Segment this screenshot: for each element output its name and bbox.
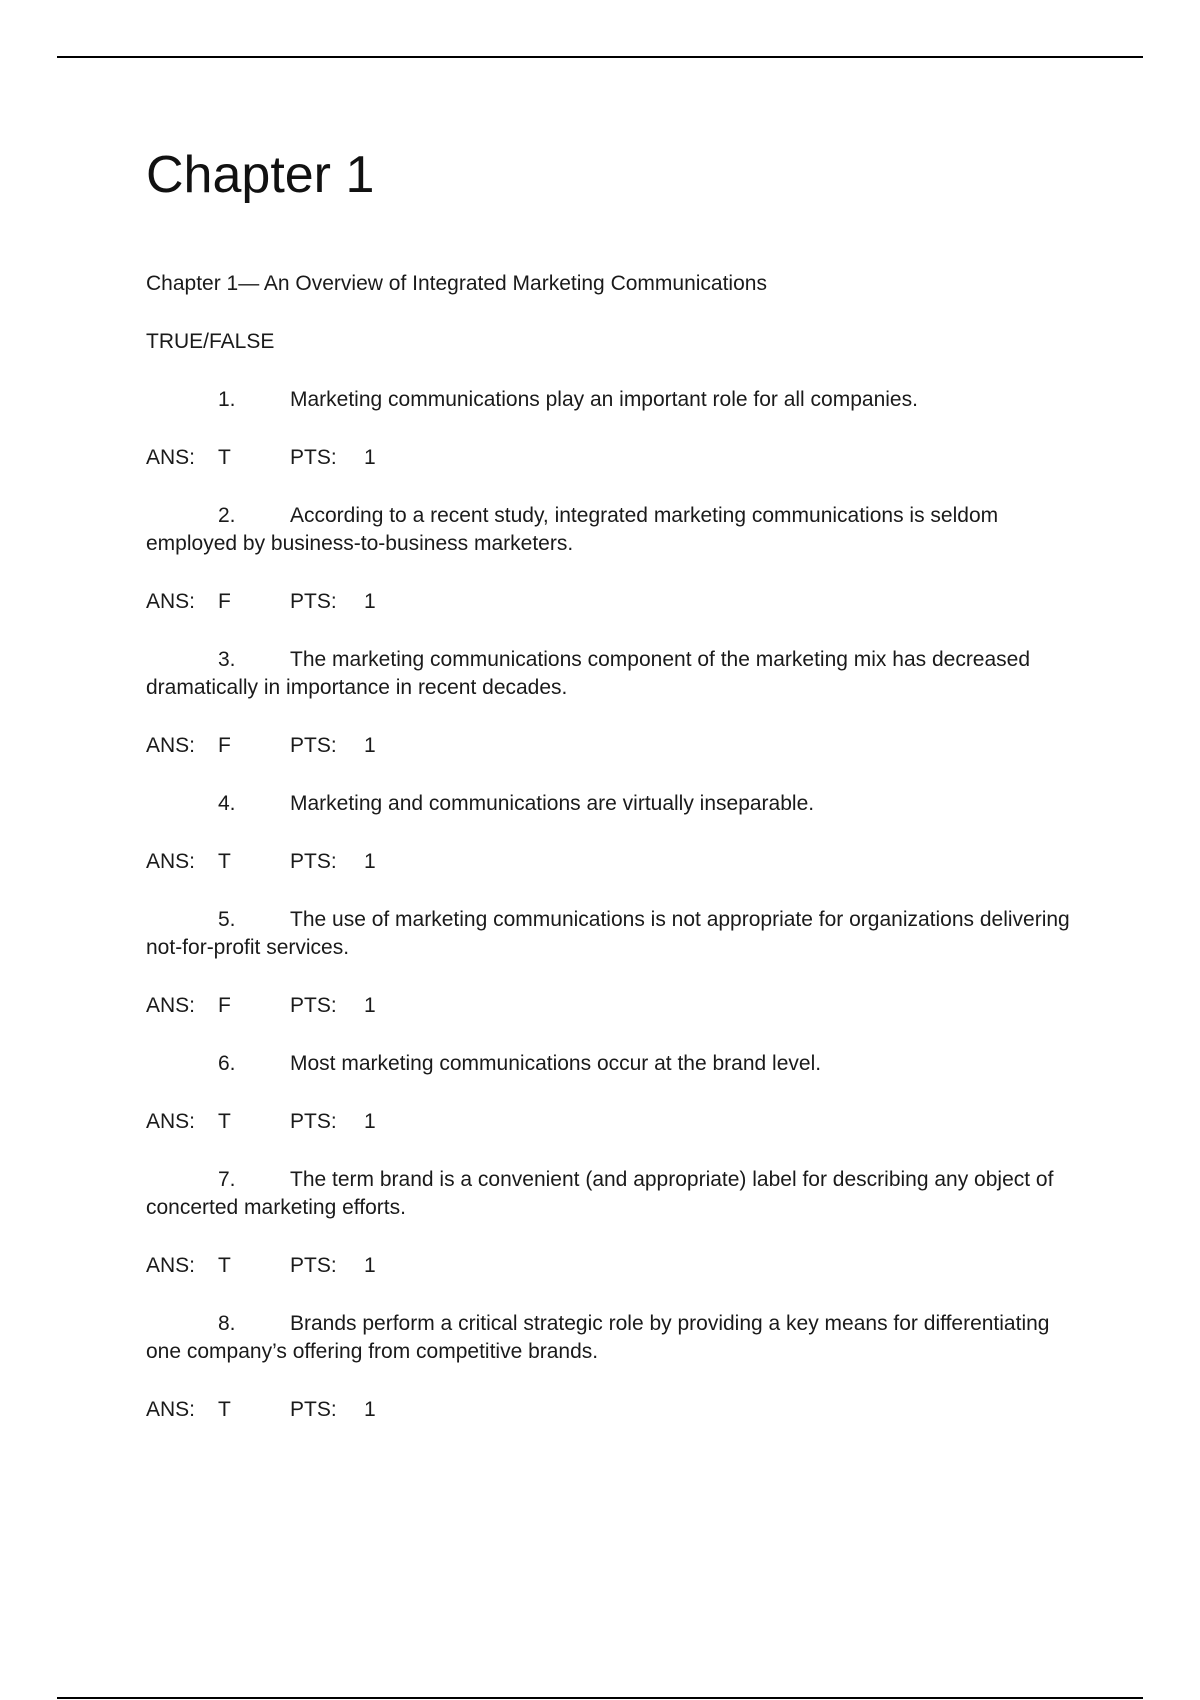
question-number: 2. (218, 504, 236, 527)
question-text (146, 646, 1086, 702)
question-number: 4. (218, 792, 236, 815)
question-text (146, 502, 1086, 558)
answer-value: T (218, 1398, 231, 1421)
question-list (146, 386, 1086, 1454)
points-value: 1 (364, 850, 376, 873)
question-text (146, 1166, 1086, 1222)
answer-label: ANS: (146, 590, 196, 613)
answer-value: T (218, 446, 231, 469)
points-value: 1 (364, 446, 376, 469)
answer-value: T (218, 1254, 231, 1277)
answer-label: ANS: (146, 1398, 196, 1421)
answer-label: ANS: (146, 850, 196, 873)
answer-line (146, 992, 1086, 1020)
question-number: 8. (218, 1312, 236, 1335)
question-item (146, 906, 1086, 1020)
points-label: PTS: (290, 590, 337, 613)
question-body: Most marketing communications occur at the brand level. (290, 1052, 822, 1075)
answer-line (146, 848, 1086, 876)
answer-label: ANS: (146, 446, 196, 469)
top-divider (57, 56, 1143, 58)
question-text (146, 1050, 1086, 1078)
question-body: The use of marketing communications is not appropriate for organizations delivering not-for-profit services. (146, 908, 1070, 959)
points-label: PTS: (290, 446, 337, 469)
answer-label: ANS: (146, 734, 196, 757)
points-value: 1 (364, 1398, 376, 1421)
points-label: PTS: (290, 734, 337, 757)
answer-line (146, 588, 1086, 616)
answer-label: ANS: (146, 994, 196, 1017)
points-value: 1 (364, 1254, 376, 1277)
question-item (146, 386, 1086, 472)
question-body: Marketing communications play an important role for all companies. (290, 388, 918, 411)
points-label: PTS: (290, 994, 337, 1017)
chapter-subtitle: Chapter 1— An Overview of Integrated Marketing Communications (146, 272, 767, 295)
question-body: The marketing communications component of the marketing mix has decreased dramatically in importance in recent decades. (146, 648, 1031, 699)
answer-value: F (218, 734, 231, 757)
question-item (146, 502, 1086, 616)
question-item (146, 1166, 1086, 1280)
answer-line (146, 444, 1086, 472)
points-label: PTS: (290, 1254, 337, 1277)
question-number: 5. (218, 908, 236, 931)
question-number: 6. (218, 1052, 236, 1075)
question-body: The term brand is a convenient (and appropriate) label for describing any object of concerted marketing efforts. (146, 1168, 1054, 1219)
question-item (146, 1310, 1086, 1424)
points-value: 1 (364, 590, 376, 613)
points-value: 1 (364, 734, 376, 757)
answer-line (146, 732, 1086, 760)
question-item (146, 646, 1086, 760)
answer-value: F (218, 994, 231, 1017)
points-label: PTS: (290, 1110, 337, 1133)
question-number: 1. (218, 388, 236, 411)
points-label: PTS: (290, 850, 337, 873)
question-text (146, 906, 1086, 962)
answer-line (146, 1252, 1086, 1280)
answer-line (146, 1396, 1086, 1424)
answer-value: T (218, 850, 231, 873)
question-text (146, 386, 1086, 414)
question-body: According to a recent study, integrated marketing communications is seldom employed by business-to-business marketers. (146, 504, 999, 555)
answer-line (146, 1108, 1086, 1136)
question-number: 7. (218, 1168, 236, 1191)
answer-label: ANS: (146, 1110, 196, 1133)
answer-value: T (218, 1110, 231, 1133)
answer-label: ANS: (146, 1254, 196, 1277)
question-body: Marketing and communications are virtually inseparable. (290, 792, 815, 815)
chapter-heading: Chapter 1 (146, 146, 375, 204)
question-body: Brands perform a critical strategic role by providing a key means for differentiating one company’s offering from competitive brands. (146, 1312, 1050, 1363)
question-text (146, 1310, 1086, 1366)
bottom-divider (57, 1697, 1143, 1699)
question-number: 3. (218, 648, 236, 671)
question-item (146, 1050, 1086, 1136)
question-text (146, 790, 1086, 818)
answer-value: F (218, 590, 231, 613)
points-label: PTS: (290, 1398, 337, 1421)
points-value: 1 (364, 994, 376, 1017)
points-value: 1 (364, 1110, 376, 1133)
section-label: TRUE/FALSE (146, 330, 275, 353)
question-item (146, 790, 1086, 876)
